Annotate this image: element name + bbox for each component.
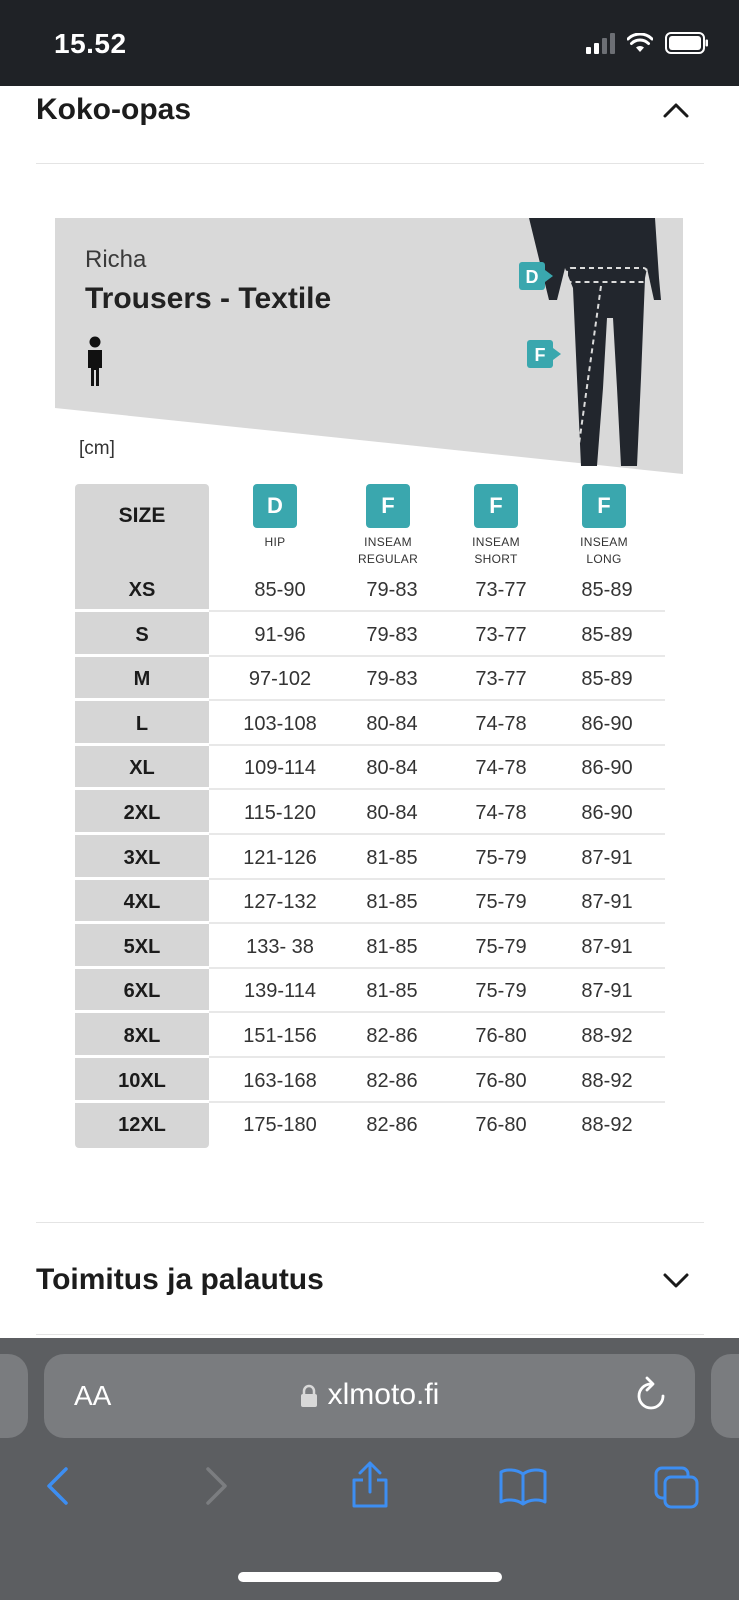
lock-icon (300, 1384, 318, 1408)
measure-cell: 109-114 (244, 757, 316, 780)
size-row-divider (75, 787, 209, 790)
wifi-icon (627, 33, 653, 53)
size-cell: 10XL (118, 1069, 166, 1092)
bookmarks-icon[interactable] (498, 1468, 548, 1506)
measure-cell: 87-91 (581, 846, 633, 869)
measure-cell: 85-89 (581, 579, 633, 601)
table-row (75, 746, 665, 790)
table-row (75, 880, 665, 924)
column-label: INSEAM REGULAR (357, 535, 419, 566)
measure-cell: 74-78 (475, 757, 527, 780)
measure-cell: 80-84 (366, 712, 418, 735)
chevron-down-icon[interactable] (662, 1271, 690, 1289)
measure-cell: 82-86 (366, 1069, 418, 1092)
column-header-inseam-regular (338, 484, 438, 568)
table-row (75, 702, 665, 746)
figure-marker-d: D (525, 267, 539, 287)
size-row-divider (75, 743, 209, 746)
size-row-divider (75, 654, 209, 657)
measure-cell: 86-90 (581, 712, 633, 735)
measure-cell: 79-83 (366, 668, 418, 691)
measure-cell: 80-84 (366, 757, 418, 780)
size-row-divider (75, 609, 209, 612)
size-row-divider (75, 698, 209, 701)
signal-icon (586, 32, 615, 54)
table-row (75, 836, 665, 880)
size-cell: 2XL (123, 802, 161, 824)
measure-cell: 85-89 (581, 668, 633, 691)
measure-cell: 80-84 (366, 802, 418, 824)
measure-cell: 175-180 (243, 1114, 317, 1137)
measure-cell: 133- 38 (246, 935, 314, 958)
previous-tab-edge[interactable] (0, 1354, 28, 1438)
measure-cell: 75-79 (475, 980, 527, 1003)
shipping-title: Toimitus ja palautus (36, 1263, 324, 1296)
unit-label: [cm] (79, 438, 115, 459)
measure-cell: 86-90 (581, 802, 633, 824)
browser-toolbar (0, 1338, 739, 1600)
status-bar (0, 0, 739, 86)
size-chart (55, 218, 683, 1158)
measure-cell: 73-77 (475, 579, 527, 601)
back-icon[interactable] (44, 1466, 70, 1506)
share-icon[interactable] (350, 1460, 390, 1510)
measure-cell: 81-85 (366, 891, 418, 914)
column-label: INSEAM SHORT (472, 535, 520, 566)
size-row-divider (75, 1010, 209, 1013)
column-header-hip (225, 484, 325, 551)
size-cell: 8XL (123, 1025, 161, 1047)
figure-marker-f: F (534, 345, 546, 365)
measure-cell: 139-114 (244, 980, 316, 1003)
column-header-inseam-short (446, 484, 546, 568)
forward-icon[interactable] (204, 1466, 230, 1506)
measure-cell: 81-85 (366, 980, 418, 1003)
divider (36, 1334, 704, 1335)
measure-cell: 74-78 (475, 802, 527, 824)
table-row (75, 1103, 665, 1147)
size-cell: S (135, 623, 149, 646)
size-row-divider (75, 832, 209, 835)
divider (36, 1222, 704, 1223)
table-row (75, 657, 665, 701)
measure-cell: 79-83 (366, 623, 418, 646)
measure-cell: 81-85 (366, 935, 418, 958)
body-figure-icon (517, 218, 679, 468)
size-cell: 12XL (118, 1114, 166, 1137)
measure-cell: 91-96 (254, 623, 306, 646)
text-size-button[interactable]: AA (74, 1380, 112, 1411)
battery-icon (665, 32, 709, 54)
size-guide-header[interactable] (36, 88, 704, 132)
measure-cell: 87-91 (581, 891, 633, 914)
column-header-inseam-long (554, 484, 654, 568)
measure-cell: 115-120 (244, 802, 316, 824)
measure-cell: 88-92 (581, 1114, 633, 1137)
measure-cell: 85-89 (581, 623, 633, 646)
measure-cell: 121-126 (243, 846, 317, 869)
reload-icon[interactable] (633, 1376, 669, 1416)
measure-cell: 73-77 (475, 623, 527, 646)
table-row (75, 1059, 665, 1103)
url-host[interactable]: xlmoto.fi (44, 1378, 695, 1412)
size-cell: L (135, 712, 149, 735)
shipping-header[interactable] (36, 1258, 704, 1302)
brand-name: Richa (85, 246, 147, 273)
size-cell: 3XL (123, 846, 161, 869)
measure-cell: 81-85 (366, 846, 418, 869)
badge-f: F (474, 484, 518, 528)
measure-cell: 73-77 (475, 668, 527, 691)
next-tab-edge[interactable] (711, 1354, 739, 1438)
table-row (75, 1014, 665, 1058)
size-row-divider (75, 966, 209, 969)
measure-cell: 88-92 (581, 1025, 633, 1047)
size-row-divider (75, 1055, 209, 1058)
measure-cell: 87-91 (581, 935, 633, 958)
status-icons (586, 32, 709, 54)
size-guide-title: Koko-opas (36, 93, 192, 126)
badge-d: D (253, 484, 297, 528)
size-row-divider (75, 921, 209, 924)
measure-cell: 76-80 (475, 1114, 527, 1137)
measure-cell: 97-102 (248, 668, 312, 691)
measure-cell: 79-83 (366, 579, 418, 601)
home-indicator (238, 1572, 502, 1582)
measure-cell: 82-86 (366, 1025, 418, 1047)
measure-cell: 87-91 (581, 980, 633, 1003)
size-cell: 4XL (123, 891, 161, 914)
table-row (75, 613, 665, 657)
table-row (75, 969, 665, 1013)
measure-cell: 88-92 (581, 1069, 633, 1092)
column-label: HIP (264, 535, 286, 549)
size-cell: 5XL (123, 935, 161, 958)
badge-f: F (366, 484, 410, 528)
size-cell: 6XL (123, 980, 161, 1003)
measure-cell: 163-168 (243, 1069, 317, 1092)
status-time: 15.52 (54, 28, 127, 59)
product-name: Trousers - Textile (85, 282, 332, 315)
size-cell: M (133, 668, 151, 691)
measure-cell: 75-79 (475, 846, 527, 869)
measure-cell: 103-108 (243, 712, 317, 735)
measure-cell: 76-80 (475, 1025, 527, 1047)
measure-cell: 85-90 (254, 579, 306, 601)
measure-cell: 75-79 (475, 935, 527, 958)
measure-cell: 76-80 (475, 1069, 527, 1092)
size-cell: XS (128, 579, 156, 601)
measure-cell: 151-156 (243, 1025, 317, 1047)
divider (36, 163, 704, 164)
chevron-up-icon[interactable] (662, 101, 690, 119)
column-label: INSEAM LONG (580, 535, 628, 566)
measure-cell: 86-90 (581, 757, 633, 780)
size-cell: XL (129, 757, 155, 780)
table-row (75, 791, 665, 835)
table-row (75, 568, 665, 612)
size-row-divider (75, 1100, 209, 1103)
measure-cell: 82-86 (366, 1114, 418, 1137)
badge-f: F (582, 484, 626, 528)
measure-cell: 74-78 (475, 712, 527, 735)
tabs-icon[interactable] (654, 1466, 700, 1510)
table-row (75, 925, 665, 969)
size-row-divider (75, 877, 209, 880)
person-icon (85, 336, 105, 388)
size-header: SIZE (118, 504, 166, 527)
address-bar[interactable] (44, 1354, 695, 1438)
measure-cell: 127-132 (243, 891, 317, 914)
measure-cell: 75-79 (475, 891, 527, 914)
